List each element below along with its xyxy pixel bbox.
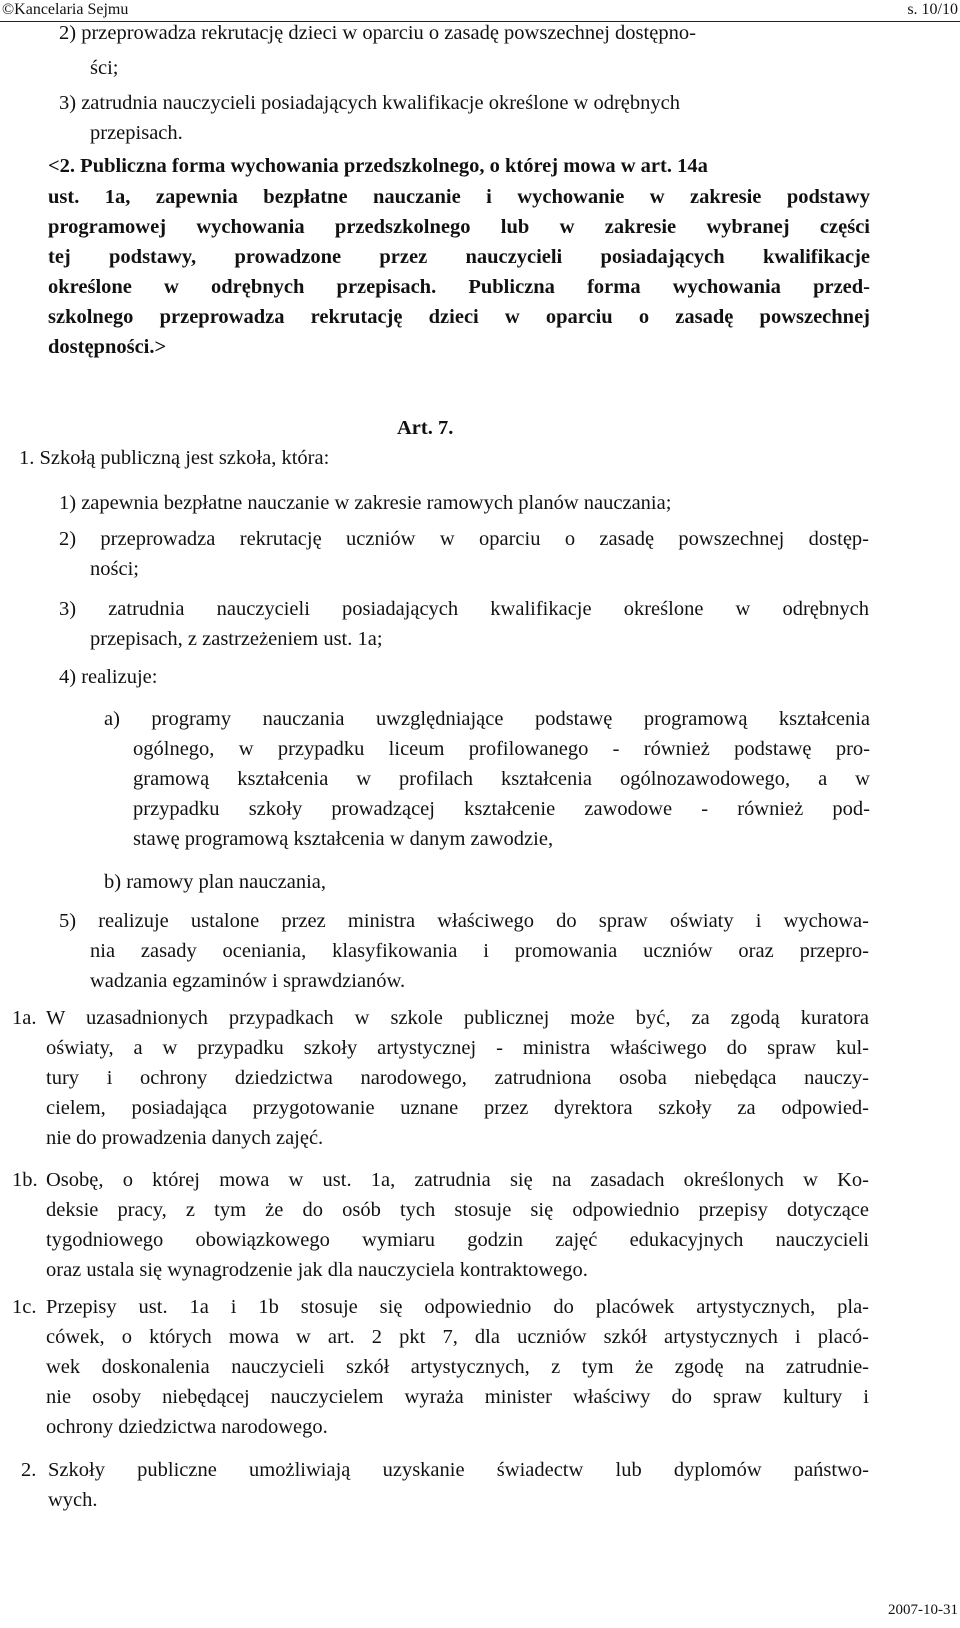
prev-item-2-line-1: 2) przeprowadza rekrutację dzieci w oparciu o zasadę powszechnej dostępno- [59, 22, 696, 44]
paragraph-1a-number: 1a. [12, 1007, 37, 1029]
paragraph-1b-line: deksie pracy, z tym że do osób tych stosuje się odpowiednio przepisy dotyczące [46, 1199, 869, 1221]
item-1: 1) zapewnia bezpłatne nauczanie w zakresie ramowych planów nauczania; [59, 492, 672, 514]
paragraph-1a-line: tury i ochrony dziedzictwa narodowego, zatrudniona osoba niebędąca nauczy- [46, 1067, 869, 1089]
paragraph-2-line: Szkoły publiczne umożliwiają uzyskanie świadectw lub dyplomów państwo- [48, 1459, 869, 1481]
paragraph-1-intro: 1. Szkołą publiczną jest szkoła, która: [19, 447, 330, 469]
item-4a-line-2: ogólnego, w przypadku liceum profilowanego - również podstawę pro- [133, 738, 870, 760]
amendment-line: ust. 1a, zapewnia bezpłatne nauczanie i wychowanie w zakresie podstawy [48, 186, 870, 208]
item-3-line-2: przepisach, z zastrzeżeniem ust. 1a; [90, 628, 383, 650]
paragraph-1b-line: Osobę, o której mowa w ust. 1a, zatrudnia się na zasadach określonych w Ko- [46, 1169, 869, 1191]
paragraph-1c-line: cówek, o których mowa w art. 2 pkt 7, dla uczniów szkół artystycznych i placó- [46, 1326, 869, 1348]
item-4a-line-3: gramową kształcenia w profilach kształcenia ogólnozawodowego, a w [133, 768, 870, 790]
item-2-line-2: ności; [90, 558, 139, 580]
paragraph-1a-line: nie do prowadzenia danych zajęć. [46, 1127, 324, 1149]
item-2-line-1: 2) przeprowadza rekrutację uczniów w oparciu o zasadę powszechnej dostęp- [59, 528, 869, 550]
item-4b: b) ramowy plan nauczania, [104, 871, 326, 893]
amendment-line: szkolnego przeprowadza rekrutację dzieci w oparciu o zasadę powszechnej [48, 306, 870, 328]
paragraph-1b-line: tygodniowego obowiązkowego wymiaru godzin zajęć edukacyjnych nauczycieli [46, 1229, 869, 1251]
amendment-line: określone w odrębnych przepisach. Publiczna forma wychowania przed- [48, 276, 870, 298]
paragraph-2-number: 2. [21, 1459, 37, 1481]
paragraph-1a-line: oświaty, a w przypadku szkoły artystycznej - ministra właściwego do spraw kul- [46, 1037, 869, 1059]
amendment-line: dostępności.> [48, 336, 167, 358]
footer-date: 2007-10-31 [888, 1602, 958, 1618]
paragraph-1c-number: 1c. [12, 1296, 37, 1318]
item-5-line-1: 5) realizuje ustalone przez ministra właściwego do spraw oświaty i wychowa- [59, 910, 869, 932]
header-page-number: s. 10/10 [907, 1, 958, 18]
paragraph-2-line: wych. [48, 1489, 98, 1511]
item-5-line-2: nia zasady oceniania, klasyfikowania i promowania uczniów oraz przepro- [90, 940, 869, 962]
article-title: Art. 7. [397, 417, 454, 439]
paragraph-1a-line: W uzasadnionych przypadkach w szkole publicznej może być, za zgodą kuratora [46, 1007, 869, 1029]
paragraph-1c-line: wek doskonalenia nauczycieli szkół artystycznych, z tym że zgodę na zatrudnie- [46, 1356, 869, 1378]
item-3-line-1: 3) zatrudnia nauczycieli posiadających kwalifikacje określone w odrębnych [59, 598, 869, 620]
prev-item-3-line-2: przepisach. [90, 122, 183, 144]
prev-item-2-line-2: ści; [90, 57, 119, 79]
paragraph-1c-line: nie osoby niebędącej nauczycielem wyraża minister właściwy do spraw kultury i [46, 1386, 869, 1408]
item-5-line-3: wadzania egzaminów i sprawdzianów. [90, 970, 406, 992]
paragraph-1c-line: ochrony dziedzictwa narodowego. [46, 1416, 328, 1438]
header-copyright: ©Kancelaria Sejmu [2, 1, 129, 18]
item-4a-line-1: a) programy nauczania uwzględniające podstawę programową kształcenia [104, 708, 870, 730]
paragraph-1b-line: oraz ustala się wynagrodzenie jak dla nauczyciela kontraktowego. [46, 1259, 588, 1281]
prev-item-3-line-1: 3) zatrudnia nauczycieli posiadających kwalifikacje określone w odrębnych [59, 92, 680, 114]
paragraph-1c-line: Przepisy ust. 1a i 1b stosuje się odpowiednio do placówek artystycznych, pla- [46, 1296, 869, 1318]
amendment-line: <2. Publiczna forma wychowania przedszkolnego, o której mowa w art. 14a [48, 155, 708, 177]
item-4a-line-4: przypadku szkoły prowadzącej kształcenie zawodowe - również pod- [133, 798, 870, 820]
item-4a-line-5: stawę programową kształcenia w danym zawodzie, [133, 828, 554, 850]
amendment-line: programowej wychowania przedszkolnego lub w zakresie wybranej części [48, 216, 870, 238]
item-4: 4) realizuje: [59, 666, 158, 688]
paragraph-1a-line: cielem, posiadająca przygotowanie uznane przez dyrektora szkoły za odpowied- [46, 1097, 869, 1119]
paragraph-1b-number: 1b. [12, 1169, 38, 1191]
amendment-line: tej podstawy, prowadzone przez nauczycieli posiadających kwalifikacje [48, 246, 870, 268]
